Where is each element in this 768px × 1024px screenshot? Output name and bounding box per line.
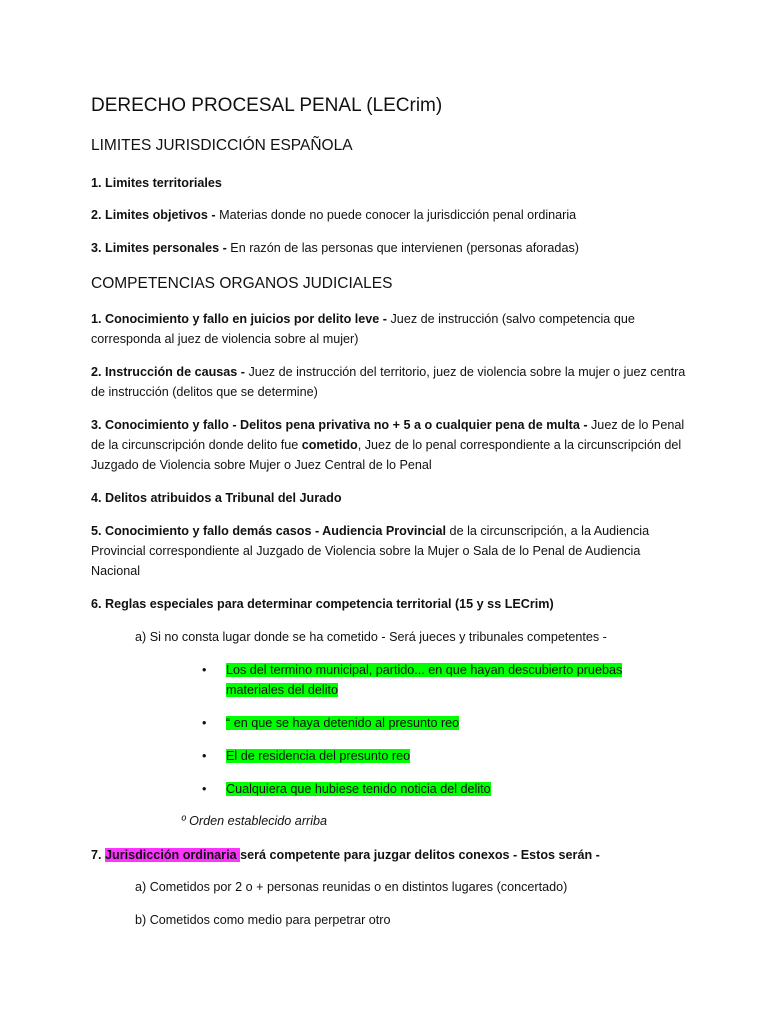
competencias-item-2: [91, 362, 691, 402]
order-note: º Orden establecido arriba: [181, 814, 328, 828]
competencias-item-6: [91, 594, 691, 614]
competencias-item-3-bold-word: cometido: [301, 438, 358, 452]
competencias-item-7-highlight: Jurisdicción ordinaria: [105, 848, 241, 862]
competencias-item-3-label: 3. Conocimiento y fallo - Delitos pena privativa no + 5 a o cualquier pena de multa -: [91, 418, 588, 432]
list-item: [202, 660, 662, 700]
bullet-text: El de residencia del presunto reo: [226, 749, 411, 763]
bullet-text: “ en que se haya detenido al presunto reo: [226, 716, 460, 730]
bullet-icon: •: [202, 663, 207, 677]
section-heading-limites: LIMITES JURISDICCIÓN ESPAÑOLA: [91, 137, 353, 154]
bullet-icon: •: [202, 782, 207, 796]
limites-item-3-label: 3. Limites personales -: [91, 241, 227, 255]
limites-item-1: [91, 173, 691, 193]
item-6-sub-a: a) Si no consta lugar donde se ha cometido - Será jueces y tribunales competentes -: [135, 630, 607, 644]
list-item: [202, 713, 662, 733]
limites-item-2-label: 2. Limites objetivos -: [91, 208, 216, 222]
limites-item-2-text: Materias donde no puede conocer la jurisdicción penal ordinaria: [215, 208, 577, 222]
competencias-item-1-label: 1. Conocimiento y fallo en juicios por delito leve -: [91, 312, 388, 326]
document-title: DERECHO PROCESAL PENAL (LECrim): [91, 95, 443, 116]
item-7-sub-a: a) Cometidos por 2 o + personas reunidas o en distintos lugares (concertado): [135, 880, 568, 894]
bullet-icon: •: [202, 716, 207, 730]
competencias-item-7-number: 7.: [91, 848, 106, 862]
limites-item-3: [91, 238, 691, 258]
section-heading-competencias: COMPETENCIAS ORGANOS JUDICIALES: [91, 275, 393, 292]
competencias-item-7: [91, 845, 691, 865]
limites-item-2: [91, 205, 691, 225]
competencias-item-3-text-c: , Juez de lo penal correspondiente a la circunscripción del Juzgado de Violencia sobre Mujer o Juez Central de lo Penal: [91, 438, 682, 472]
competencias-item-3: [91, 415, 691, 475]
competencias-item-2-label: 2. Instrucción de causas -: [91, 365, 245, 379]
list-item: [202, 746, 662, 766]
bullet-text: Cualquiera que hubiese tenido noticia del delito: [226, 782, 491, 796]
limites-item-3-text: En razón de las personas que intervienen (personas aforadas): [226, 241, 579, 255]
list-item: [202, 779, 662, 799]
competencias-item-2-text: Juez de instrucción del territorio, juez de violencia sobre la mujer o juez centra de instrucción (delitos que se determine): [91, 365, 686, 399]
competencias-item-4-label: 4. Delitos atribuidos a Tribunal del Jurado: [91, 491, 342, 505]
competencias-item-4: [91, 488, 691, 508]
competencias-item-5-text: de la circunscripción, a la Audiencia Provincial correspondiente al Juzgado de Violencia sobre la Mujer o Sala de lo Penal de Audiencia Nacional: [91, 524, 650, 578]
competencias-item-3-text-a: Juez de lo Penal de la circunscripción donde delito fue: [91, 418, 685, 452]
competencias-item-6-label: 6. Reglas especiales para determinar competencia territorial (15 y ss LECrim): [91, 597, 554, 611]
competencias-item-1: [91, 309, 691, 349]
competencias-item-5: [91, 521, 691, 581]
bullet-icon: •: [202, 749, 207, 763]
competencias-item-5-label: 5. Conocimiento y fallo demás casos - Audiencia Provincial: [91, 524, 447, 538]
item-7-sub-b: b) Cometidos como medio para perpetrar otro: [135, 913, 391, 927]
bullet-text: Los del termino municipal, partido... en que hayan descubierto pruebas materiales del delito: [226, 663, 623, 697]
competencias-item-1-text: Juez de instrucción (salvo competencia que corresponda al juez de violencia sobre al mujer): [91, 312, 635, 346]
competencias-item-7-label: será competente para juzgar delitos conexos - Estos serán -: [240, 848, 600, 862]
limites-item-1-label: 1. Limites territoriales: [91, 176, 222, 190]
